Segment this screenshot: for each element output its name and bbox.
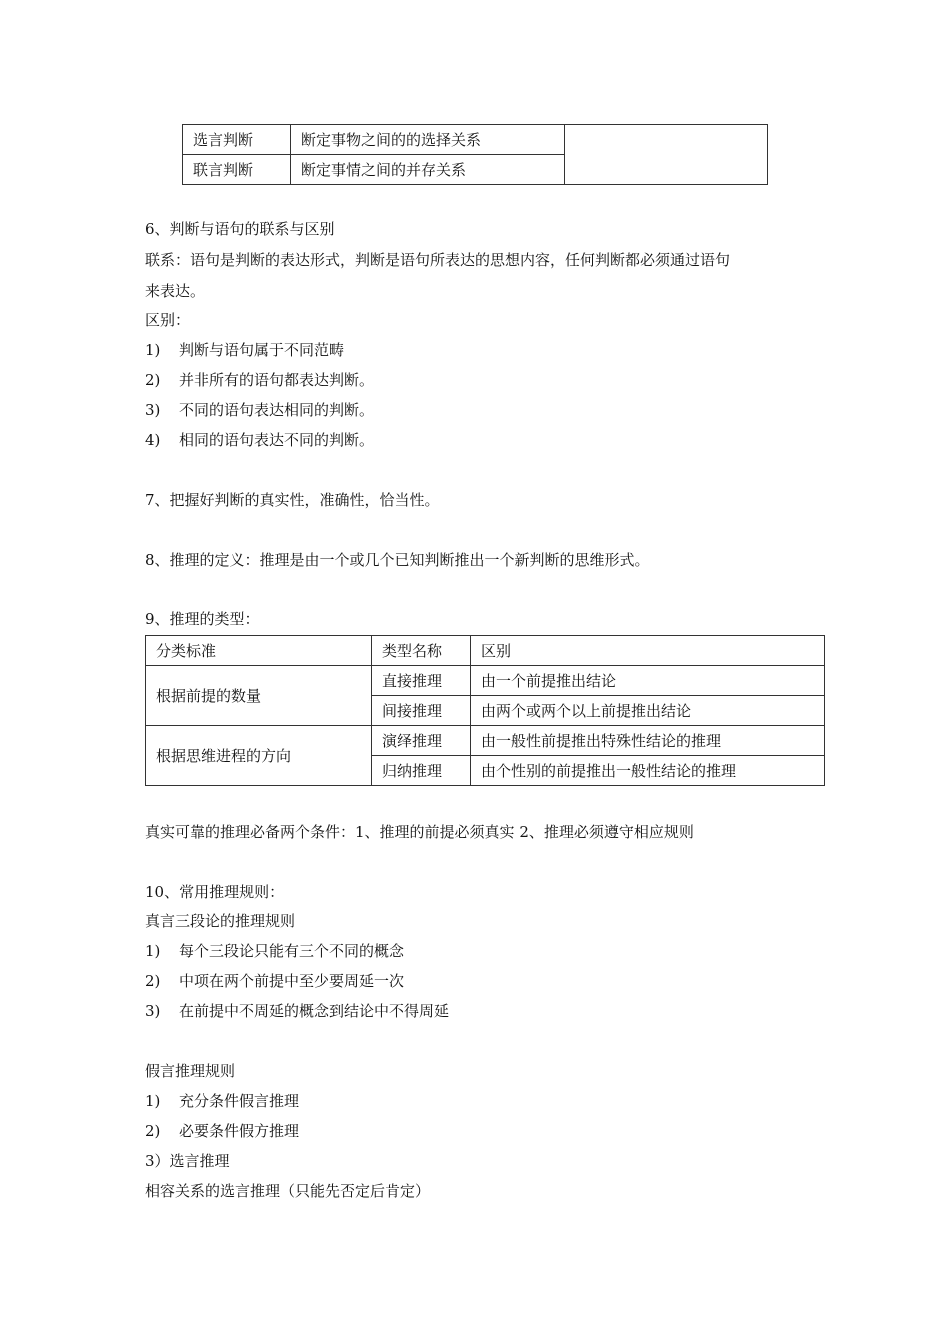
paragraph: 来表达。 [145,282,206,300]
list-text: 相同的语句表达不同的判断。 [179,431,375,449]
list-number: 1) [145,341,161,359]
paragraph: 联系：语句是判断的表达形式，判断是语句所表达的思想内容，任何判断都必须通过语句 [145,251,731,269]
paragraph: 区别： [145,311,191,329]
table-cell: 根据前提的数量 [146,666,372,726]
list-item [145,340,344,360]
list-item [145,1121,299,1141]
table-cell: 由一个前提推出结论 [471,666,825,696]
section-heading: 9、推理的类型： [145,610,260,628]
subheading: 假言推理规则 [145,1062,236,1080]
table-row [146,726,825,756]
table-cell: 归纳推理 [372,756,471,786]
section-heading: 10、常用推理规则： [145,883,285,901]
table-cell: 由个性别的前提推出一般性结论的推理 [471,756,825,786]
list-number: 4) [145,431,161,449]
section-heading: 7、把握好判断的真实性，准确性，恰当性。 [145,491,440,509]
table-cell: 由两个或两个以上前提推出结论 [471,696,825,726]
reasoning-types-table [145,635,825,786]
subheading: 真言三段论的推理规则 [145,912,296,930]
list-text: 充分条件假言推理 [179,1092,300,1110]
table-cell: 根据思维进程的方向 [146,726,372,786]
paragraph: 相容关系的选言推理（只能先否定后肯定） [145,1182,431,1200]
table-cell: 演绎推理 [372,726,471,756]
table-header-cell: 类型名称 [372,636,471,666]
list-number: 2) [145,371,161,389]
table-cell: 由一般性前提推出特殊性结论的推理 [471,726,825,756]
judgment-table [182,124,768,185]
list-item [145,941,404,961]
table-cell-empty [565,125,768,185]
list-item [145,370,374,390]
list-text: 判断与语句属于不同范畴 [179,341,345,359]
section-heading: 6、判断与语句的联系与区别 [145,220,335,238]
section-heading: 8、推理的定义：推理是由一个或几个已知判断推出一个新判断的思维形式。 [145,551,650,569]
list-item [145,430,374,450]
paragraph: 3）选言推理 [145,1152,230,1170]
list-item [145,400,374,420]
list-text: 并非所有的语句都表达判断。 [179,371,375,389]
list-item [145,1001,449,1021]
list-text: 不同的语句表达相同的判断。 [179,401,375,419]
list-number: 3) [145,1002,161,1020]
table-cell: 联言判断 [183,155,291,185]
table-row [183,125,768,155]
table-header-cell: 分类标准 [146,636,372,666]
table-cell: 间接推理 [372,696,471,726]
table-cell: 断定事情之间的并存关系 [291,155,565,185]
list-number: 1) [145,1092,161,1110]
list-text: 在前提中不周延的概念到结论中不得周延 [179,1002,450,1020]
list-number: 1) [145,942,161,960]
table-cell: 断定事物之间的的选择关系 [291,125,565,155]
list-text: 每个三段论只能有三个不同的概念 [179,942,405,960]
list-number: 2) [145,972,161,990]
list-text: 必要条件假方推理 [179,1122,300,1140]
list-number: 2) [145,1122,161,1140]
table-header-cell: 区别 [471,636,825,666]
table-cell: 直接推理 [372,666,471,696]
paragraph: 真实可靠的推理必备两个条件：1、推理的前提必须真实 2、推理必须遵守相应规则 [145,823,694,841]
list-number: 3) [145,401,161,419]
list-item [145,1091,299,1111]
table-row [146,666,825,696]
list-item [145,971,404,991]
table-header-row [146,636,825,666]
table-cell: 选言判断 [183,125,291,155]
list-text: 中项在两个前提中至少要周延一次 [179,972,405,990]
